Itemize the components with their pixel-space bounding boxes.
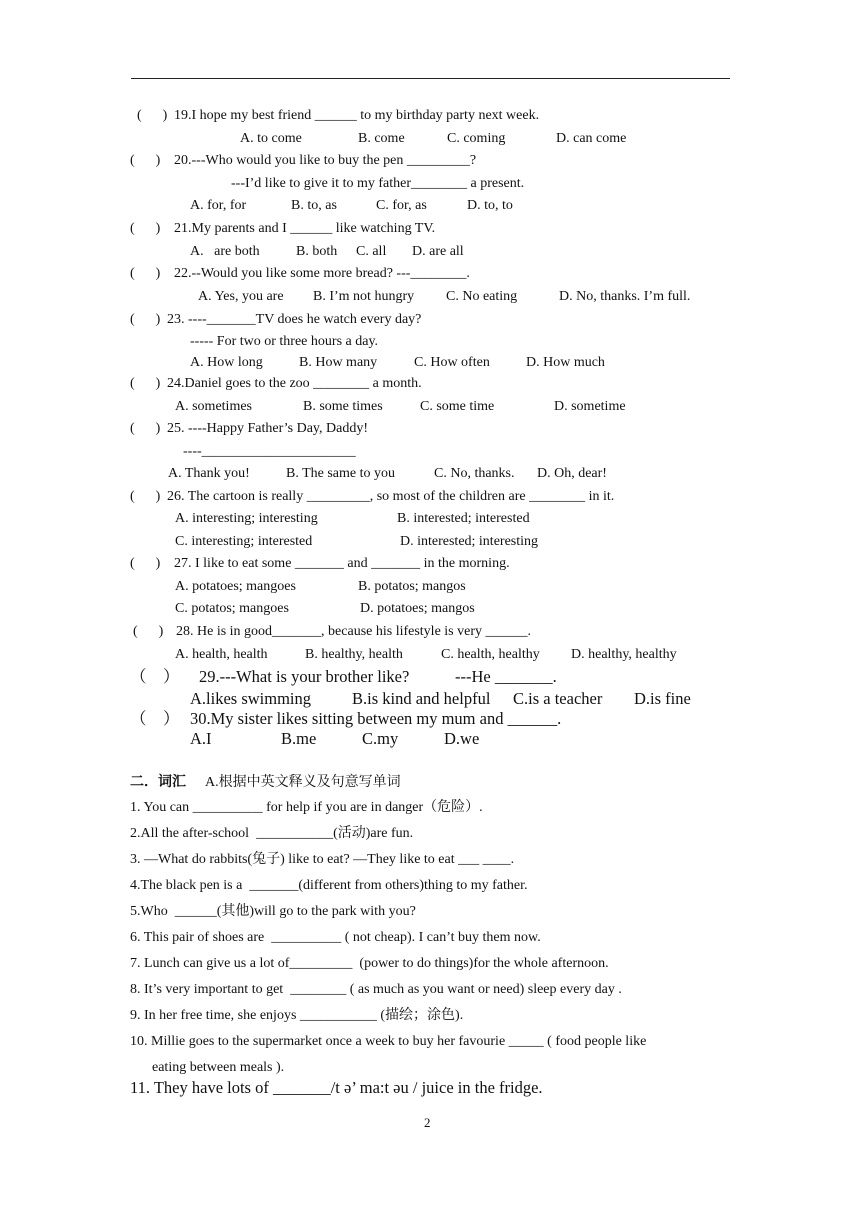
q30-stem: 30.My sister likes sitting between my mum and ______.: [190, 709, 562, 728]
vocab-item: 1. You can __________ for help if you are in danger（危险）.: [130, 800, 483, 815]
vocab-item: 6. This pair of shoes are __________ ( not cheap). I can’t buy them now.: [130, 930, 541, 945]
q23-stem-reply: ----- For two or three hours a day.: [190, 334, 379, 349]
q30-option-b: B.me: [281, 729, 317, 748]
q25-stem-reply: ----______________________: [183, 444, 356, 459]
q20-stem-reply: ---I’d like to give it to my father________ a present.: [231, 176, 525, 191]
vocab-item-continued: eating between meals ).: [152, 1060, 285, 1075]
q26-option-a: A. interesting; interesting: [175, 511, 318, 526]
q23-option-c: C. How often: [414, 355, 490, 370]
q21-paren: ( ): [130, 221, 161, 236]
q25-option-c: C. No, thanks.: [434, 466, 515, 481]
q19-option-a: A. to come: [240, 131, 302, 146]
vocab-item: 4.The black pen is a _______(different from others)thing to my father.: [130, 878, 528, 893]
q20-stem: 20.---Who would you like to buy the pen _________?: [174, 153, 477, 168]
q27-stem: 27. I like to eat some _______ and _______ in the morning.: [174, 556, 510, 571]
q20-option-b: B. to, as: [291, 198, 337, 213]
q26-option-b: B. interested; interested: [397, 511, 530, 526]
q20-option-c: C. for, as: [376, 198, 427, 213]
q21-option-a: A. are both: [190, 244, 260, 259]
q19-option-c: C. coming: [447, 131, 506, 146]
q28-paren: ( ): [133, 624, 164, 639]
header-rule: [131, 78, 730, 79]
q21-option-b: B. both: [296, 244, 338, 259]
q25-paren: ( ): [130, 421, 161, 436]
q24-option-b: B. some times: [303, 399, 383, 414]
q28-option-a: A. health, health: [175, 647, 268, 662]
q26-paren: ( ): [130, 489, 161, 504]
q29-paren: （ ）: [130, 667, 180, 686]
vocab-item: 9. In her free time, she enjoys ___________ (描绘；涂色).: [130, 1008, 464, 1023]
q21-option-c: C. all: [356, 244, 387, 259]
vocab-item: 7. Lunch can give us a lot of_________ (power to do things)for the whole afternoon.: [130, 956, 609, 971]
vocab-heading: 二．词汇: [130, 775, 186, 790]
q19-option-b: B. come: [358, 131, 405, 146]
q19-paren: ( ): [137, 108, 168, 123]
q22-paren: ( ): [130, 266, 161, 281]
q29-option-c: C.is a teacher: [513, 689, 603, 708]
q27-paren: ( ): [130, 556, 161, 571]
q24-option-d: D. sometime: [554, 399, 626, 414]
q26-option-c: C. interesting; interested: [175, 534, 313, 549]
q22-option-b: B. I’m not hungry: [313, 289, 415, 304]
q25-option-a: A. Thank you!: [168, 466, 250, 481]
q28-option-c: C. health, healthy: [441, 647, 540, 662]
q28-stem: 28. He is in good_______, because his lifestyle is very ______.: [176, 624, 532, 639]
q23-stem: 23. ----_______TV does he watch every day?: [167, 312, 422, 327]
q28-option-d: D. healthy, healthy: [571, 647, 677, 662]
q27-option-b: B. potatos; mangos: [358, 579, 466, 594]
q29-option-b: B.is kind and helpful: [352, 689, 491, 708]
q19-stem: 19.I hope my best friend ______ to my birthday party next week.: [174, 108, 540, 123]
q24-option-a: A. sometimes: [175, 399, 252, 414]
vocab-item: 8. It’s very important to get ________ ( as much as you want or need) sleep every day .: [130, 982, 622, 997]
q30-option-c: C.my: [362, 729, 399, 748]
q24-option-c: C. some time: [420, 399, 495, 414]
vocab-instruction: A.根据中英文释义及句意写单词: [205, 775, 401, 790]
q22-option-d: D. No, thanks. I’m full.: [559, 289, 691, 304]
vocab-item: 5.Who ______(其他)will go to the park with you?: [130, 904, 416, 919]
vocab-item: 11. They have lots of _______/t ə’ ma:t əu / juice in the fridge.: [130, 1078, 543, 1097]
q23-paren: ( ): [130, 312, 161, 327]
q29-option-d: D.is fine: [634, 689, 691, 708]
q27-option-d: D. potatoes; mangos: [360, 601, 475, 616]
q30-paren: （ ）: [130, 709, 180, 728]
q23-option-d: D. How much: [526, 355, 605, 370]
q29-stem: 29.---What is your brother like?: [199, 667, 410, 686]
q24-paren: ( ): [130, 376, 161, 391]
q23-option-b: B. How many: [299, 355, 378, 370]
q22-option-a: A. Yes, you are: [198, 289, 284, 304]
q26-stem: 26. The cartoon is really _________, so most of the children are ________ in it.: [167, 489, 615, 504]
q20-option-d: D. to, to: [467, 198, 513, 213]
q24-stem: 24.Daniel goes to the zoo ________ a month.: [167, 376, 422, 391]
q25-option-b: B. The same to you: [286, 466, 396, 481]
q29-option-a: A.likes swimming: [190, 689, 312, 708]
q25-stem: 25. ----Happy Father’s Day, Daddy!: [167, 421, 368, 436]
q19-option-d: D. can come: [556, 131, 627, 146]
vocab-item: 10. Millie goes to the supermarket once a week to buy her favourie _____ ( food people like: [130, 1034, 647, 1049]
q29-stem-reply: ---He _______.: [455, 667, 557, 686]
page-number: 2: [424, 1115, 431, 1130]
q27-option-c: C. potatos; mangoes: [175, 601, 289, 616]
q21-stem: 21.My parents and I ______ like watching TV.: [174, 221, 436, 236]
vocab-item: 2.All the after-school ___________(活动)are fun.: [130, 826, 414, 841]
q30-option-d: D.we: [444, 729, 480, 748]
q20-option-a: A. for, for: [190, 198, 247, 213]
q23-option-a: A. How long: [190, 355, 263, 370]
q22-option-c: C. No eating: [446, 289, 518, 304]
q25-option-d: D. Oh, dear!: [537, 466, 607, 481]
q22-stem: 22.--Would you like some more bread? ---________.: [174, 266, 470, 281]
q28-option-b: B. healthy, health: [305, 647, 403, 662]
q20-paren: ( ): [130, 153, 161, 168]
q30-option-a: A.I: [190, 729, 212, 748]
q26-option-d: D. interested; interesting: [400, 534, 539, 549]
vocab-item: 3. —What do rabbits(兔子) like to eat? —They like to eat ___ ____.: [130, 852, 515, 867]
q21-option-d: D. are all: [412, 244, 464, 259]
q27-option-a: A. potatoes; mangoes: [175, 579, 296, 594]
